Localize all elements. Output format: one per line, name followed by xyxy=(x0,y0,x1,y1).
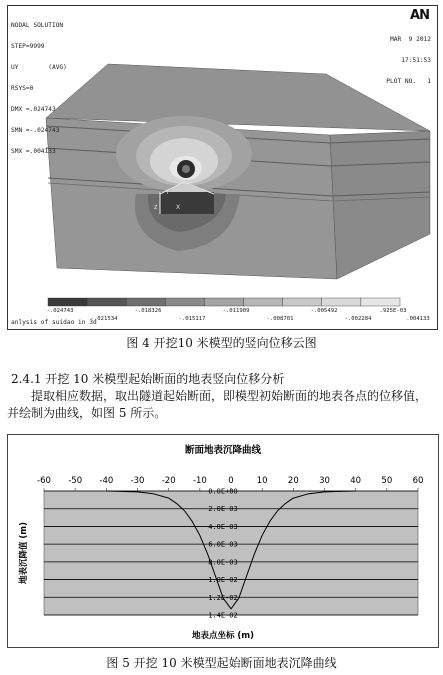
colorbar-label: -.008701 xyxy=(266,316,294,322)
svg-text:Z: Z xyxy=(154,205,158,211)
y-tick-label: 4.0E-03 xyxy=(208,522,238,531)
info-line: UY (AVG) xyxy=(11,64,67,71)
x-tick-label: -20 xyxy=(161,476,176,486)
x-tick-label: -50 xyxy=(68,476,83,486)
y-tick-label: 8.0E-03 xyxy=(208,558,238,567)
x-tick-label: 30 xyxy=(319,476,330,486)
y-tick-label: 2.0E-03 xyxy=(208,505,238,514)
colorbar-swatch xyxy=(244,298,283,306)
chart-title: 断面地表沉降曲线 xyxy=(184,445,262,456)
chart-svg xyxy=(8,435,438,647)
colorbar-swatch xyxy=(126,298,165,306)
info-line: SMX =.004133 xyxy=(11,148,56,155)
y-axis-label: 地表沉降值 (m) xyxy=(19,521,29,585)
colorbar-swatch xyxy=(87,298,126,306)
colorbar-label: .925E-03 xyxy=(379,308,407,314)
ansys-logo: AN xyxy=(410,8,429,23)
x-tick-label: 50 xyxy=(381,476,393,486)
ansys-info-block xyxy=(11,8,67,169)
settlement-chart xyxy=(7,434,439,648)
x-tick-label: 0 xyxy=(228,476,234,486)
colorbar-label: -.002284 xyxy=(344,316,372,322)
y-tick-label: 1.0E-02 xyxy=(208,576,238,585)
x-axis-label: 地表点坐标 (m) xyxy=(191,631,255,641)
y-tick-label: 0.0E+00 xyxy=(208,487,238,496)
svg-text:X: X xyxy=(176,204,181,211)
info-line: DMX =.024743 xyxy=(11,106,56,113)
info-line: STEP=9999 xyxy=(11,43,45,50)
colorbar-swatch xyxy=(165,298,204,306)
colorbar-label: -.021534 xyxy=(90,316,118,322)
info-line: NODAL SOLUTION xyxy=(11,22,64,29)
ansys-model-render xyxy=(8,6,437,329)
x-tick-label: -60 xyxy=(37,476,51,486)
x-tick-label: 40 xyxy=(350,476,362,486)
figure-5-caption: 图 5 开挖 10 米模型起始断面地表沉降曲线 xyxy=(106,656,337,670)
y-tick-label: 6.0E-03 xyxy=(208,540,238,549)
ansys-date-block xyxy=(386,22,431,99)
y-tick-label: 1.2E-02 xyxy=(208,593,238,602)
x-tick-label: 60 xyxy=(412,476,424,486)
x-tick-label: -10 xyxy=(192,476,207,486)
contour-colorbar xyxy=(48,298,400,306)
x-tick-label: -40 xyxy=(99,476,114,486)
info-line: RSYS=0 xyxy=(11,85,34,92)
colorbar-swatch xyxy=(204,298,243,306)
x-tick-label: 10 xyxy=(256,476,268,486)
ansys-title-caption: anlysis of suidao in 3d xyxy=(11,319,97,326)
figure-4-caption: 图 4 开挖10 米模型的竖向位移云图 xyxy=(126,336,317,350)
colorbar-swatch xyxy=(361,298,400,306)
svg-text:Y: Y xyxy=(166,190,170,196)
date-line: MAR 9 2012 xyxy=(390,36,431,43)
body-paragraph: 提取相应数据，取出隧道起始断面，即模型初始断面的地表各点的位移值，并绘制为曲线，如图 5 所示。 xyxy=(7,389,428,420)
ansys-contour-figure xyxy=(7,5,438,330)
colorbar-label: -.015117 xyxy=(178,316,206,322)
colorbar-label: .004133 xyxy=(406,316,430,322)
colorbar-swatch xyxy=(48,298,87,306)
date-line: 17:51:53 xyxy=(401,57,431,64)
y-tick-label: 1.4E-02 xyxy=(208,611,238,620)
colorbar-swatch xyxy=(283,298,322,306)
colorbar-label: -.024743 xyxy=(46,308,74,314)
colorbar-label: -.005492 xyxy=(310,308,338,314)
x-tick-label: 20 xyxy=(287,476,299,486)
x-tick-label: -30 xyxy=(130,476,145,486)
info-line: SMN =-.024743 xyxy=(11,127,60,134)
colorbar-label: -.018326 xyxy=(134,308,162,314)
colorbar-label: -.011909 xyxy=(222,308,250,314)
date-line: PLOT NO. 1 xyxy=(386,78,431,85)
colorbar-swatch xyxy=(322,298,361,306)
section-heading: 2.4.1 开挖 10 米模型起始断面的地表竖向位移分析 xyxy=(11,372,285,386)
